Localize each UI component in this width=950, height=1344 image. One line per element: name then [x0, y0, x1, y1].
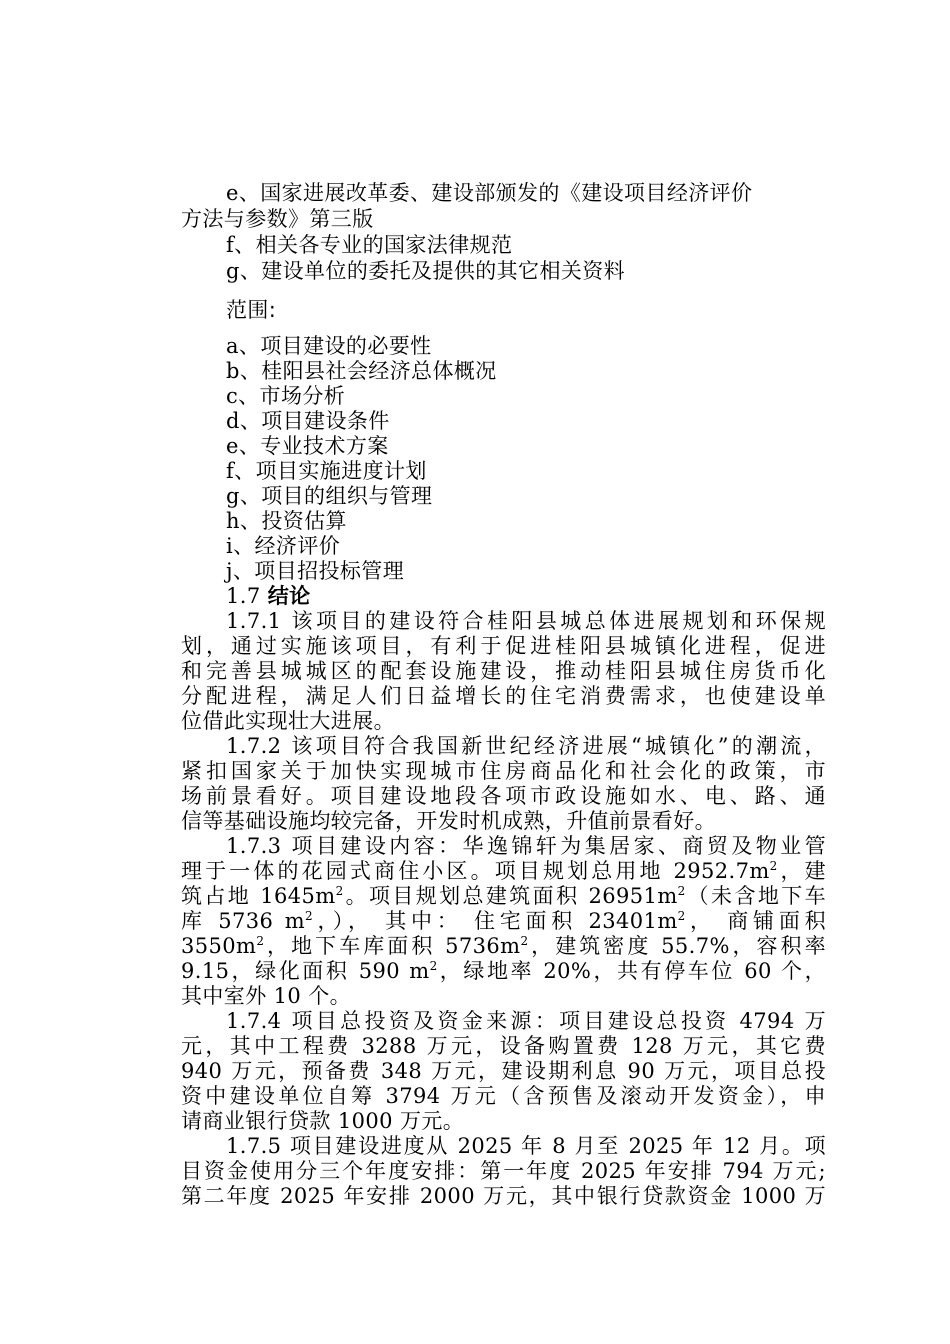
scope-item-f: f、项目实施进度计划 — [226, 459, 427, 483]
basis-item-e-line2: 方法与参数》第三版 — [181, 207, 374, 231]
basis-item-e-line1: e、国家进展改革委、建设部颁发的《建设项目经济评价 — [226, 181, 753, 205]
paragraph-175-line: 第二年度 2025 年安排 2000 万元，其中银行贷款资金 1000 万 — [181, 1184, 826, 1208]
scope-item-a: a、项目建设的必要性 — [226, 334, 432, 358]
section-heading-number: 1.7 — [226, 584, 261, 608]
scope-item-i: i、经济评价 — [226, 534, 341, 558]
paragraph-171-line: 划，通过实施该项目，有利于促进桂阳县城镇化进程，促进 — [181, 634, 826, 658]
section-heading-text: 结论 — [267, 584, 311, 608]
paragraph-171-line: 1.7.1 该项目的建设符合桂阳县城总体进展规划和环保规 — [226, 609, 826, 633]
scope-item-h: h、投资估算 — [226, 509, 347, 533]
paragraph-174-line: 资中建设单位自筹 3794 万元（含预售及滚动开发资金），申 — [181, 1084, 826, 1108]
paragraph-175-line: 1.7.5 项目建设进度从 2025 年 8 月至 2025 年 12 月。项 — [226, 1134, 826, 1158]
scope-item-c: c、市场分析 — [226, 384, 346, 408]
paragraph-173-line: 理于一体的花园式商住小区。项目规划总用地 $2952.7m^2$，建 — [181, 859, 826, 883]
paragraph-173-line: 筑占地 $1645m^2$。项目规划总建筑面积 $26951m^2$（未含地下车 — [181, 884, 826, 908]
paragraph-174-line: 940 万元，预备费 348 万元，建设期利息 90 万元，项目总投 — [181, 1059, 826, 1083]
basis-item-f: f、相关各专业的国家法律规范 — [226, 233, 513, 257]
paragraph-173-line: 其中室外 10 个。 — [181, 984, 352, 1008]
scope-item-d: d、项目建设条件 — [226, 409, 390, 433]
paragraph-175-line: 目资金使用分三个年度安排：第一年度 2025 年安排 794 万元; — [181, 1159, 826, 1183]
basis-item-g: g、建设单位的委托及提供的其它相关资料 — [226, 259, 626, 283]
paragraph-173-line: 库 5736 $m^2$，）， 其中： 住宅面积 $23401m^2$， 商铺面积 — [181, 909, 826, 933]
section-heading — [226, 584, 826, 609]
paragraph-174-line: 元，其中工程费 3288 万元，设备购置费 128 万元，其它费 — [181, 1034, 826, 1058]
scope-item-g: g、项目的组织与管理 — [226, 484, 433, 508]
scope-item-j: j、项目招投标管理 — [226, 559, 405, 583]
paragraph-172-line: 紧扣国家关于加快实现城市住房商品化和社会化的政策，市 — [181, 759, 826, 783]
paragraph-172-line: 场前景看好。项目建设地段各项市政设施如水、电、路、通 — [181, 784, 826, 808]
scope-heading: 范围: — [226, 298, 277, 322]
paragraph-171-line: 和完善县城城区的配套设施建设，推动桂阳县城住房货币化 — [181, 659, 826, 683]
paragraph-172-line: 信等基础设施均较完备，开发时机成熟，升值前景看好。 — [181, 809, 716, 833]
scope-item-b: b、桂阳县社会经济总体概况 — [226, 359, 497, 383]
paragraph-174-line: 1.7.4 项目总投资及资金来源：项目建设总投资 4794 万 — [226, 1009, 826, 1033]
paragraph-171-line: 分配进程，满足人们日益增长的住宅消费需求，也使建设单 — [181, 684, 826, 708]
paragraph-174-line: 请商业银行贷款 1000 万元。 — [181, 1109, 465, 1133]
paragraph-172-line: 1.7.2 该项目符合我国新世纪经济进展“城镇化”的潮流， — [226, 734, 826, 758]
paragraph-173-line: 9.15，绿化面积 590 $m^2$，绿地率 20%，共有停车位 60 个， — [181, 959, 826, 983]
paragraph-173-line: 1.7.3 项目建设内容：华逸锦轩为集居家、商贸及物业管 — [226, 834, 826, 858]
scope-item-e: e、专业技术方案 — [226, 434, 389, 458]
paragraph-173-line: $3550m^2$，地下车库面积 $5736m^2$，建筑密度 55.7%，容积率 — [181, 934, 826, 958]
paragraph-171-line: 位借此实现壮大进展。 — [181, 709, 395, 733]
